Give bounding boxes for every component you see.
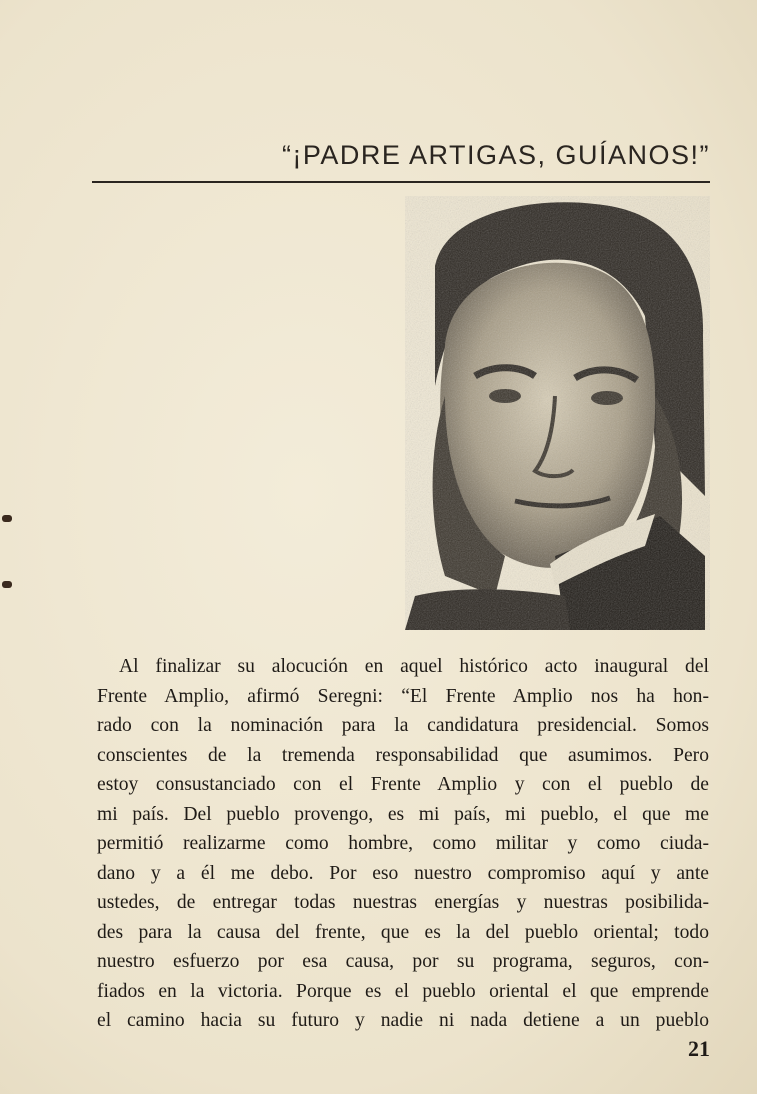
page-number: 21 <box>688 1036 710 1061</box>
text-line: rado con la nominación para la candidatura presidencial. Somos <box>97 715 709 736</box>
heading-rule <box>92 181 710 183</box>
chapter-heading: “¡PADRE ARTIGAS, GUÍANOS!” <box>281 140 710 170</box>
portrait-of-artigas-icon <box>405 196 710 630</box>
text-line: el camino hacia su futuro y nadie ni nada detiene a un pueblo <box>97 1010 709 1031</box>
page-edge-mark <box>2 581 12 588</box>
text-line: Al finalizar su alocución en aquel histórico acto inaugural del <box>119 656 709 677</box>
text-line: des para la causa del frente, que es la del pueblo oriental; todo <box>97 921 709 943</box>
text-line: nuestro esfuerzo por esa causa, por su programa, seguros, con- <box>97 951 709 972</box>
text-line: estoy consustanciado con el Frente Amplio y con el pueblo de <box>97 774 709 795</box>
text-line: conscientes de la tremenda responsabilidad que asumimos. Pero <box>97 744 709 766</box>
text-line: permitió realizarme como hombre, como militar y como ciuda- <box>97 833 709 854</box>
text-line: Frente Amplio, afirmó Seregni: “El Frente Amplio nos ha hon- <box>97 685 709 707</box>
text-line: ustedes, de entregar todas nuestras energías y nuestras posibilida- <box>97 892 709 913</box>
text-line: dano y a él me debo. Por eso nuestro compromiso aquí y ante <box>97 862 709 884</box>
body-paragraph <box>97 652 709 1036</box>
page-edge-mark <box>2 515 12 522</box>
text-line: mi país. Del pueblo provengo, es mi país, mi pueblo, el que me <box>97 803 709 825</box>
text-line: fiados en la victoria. Porque es el pueblo oriental el que emprende <box>97 980 709 1002</box>
